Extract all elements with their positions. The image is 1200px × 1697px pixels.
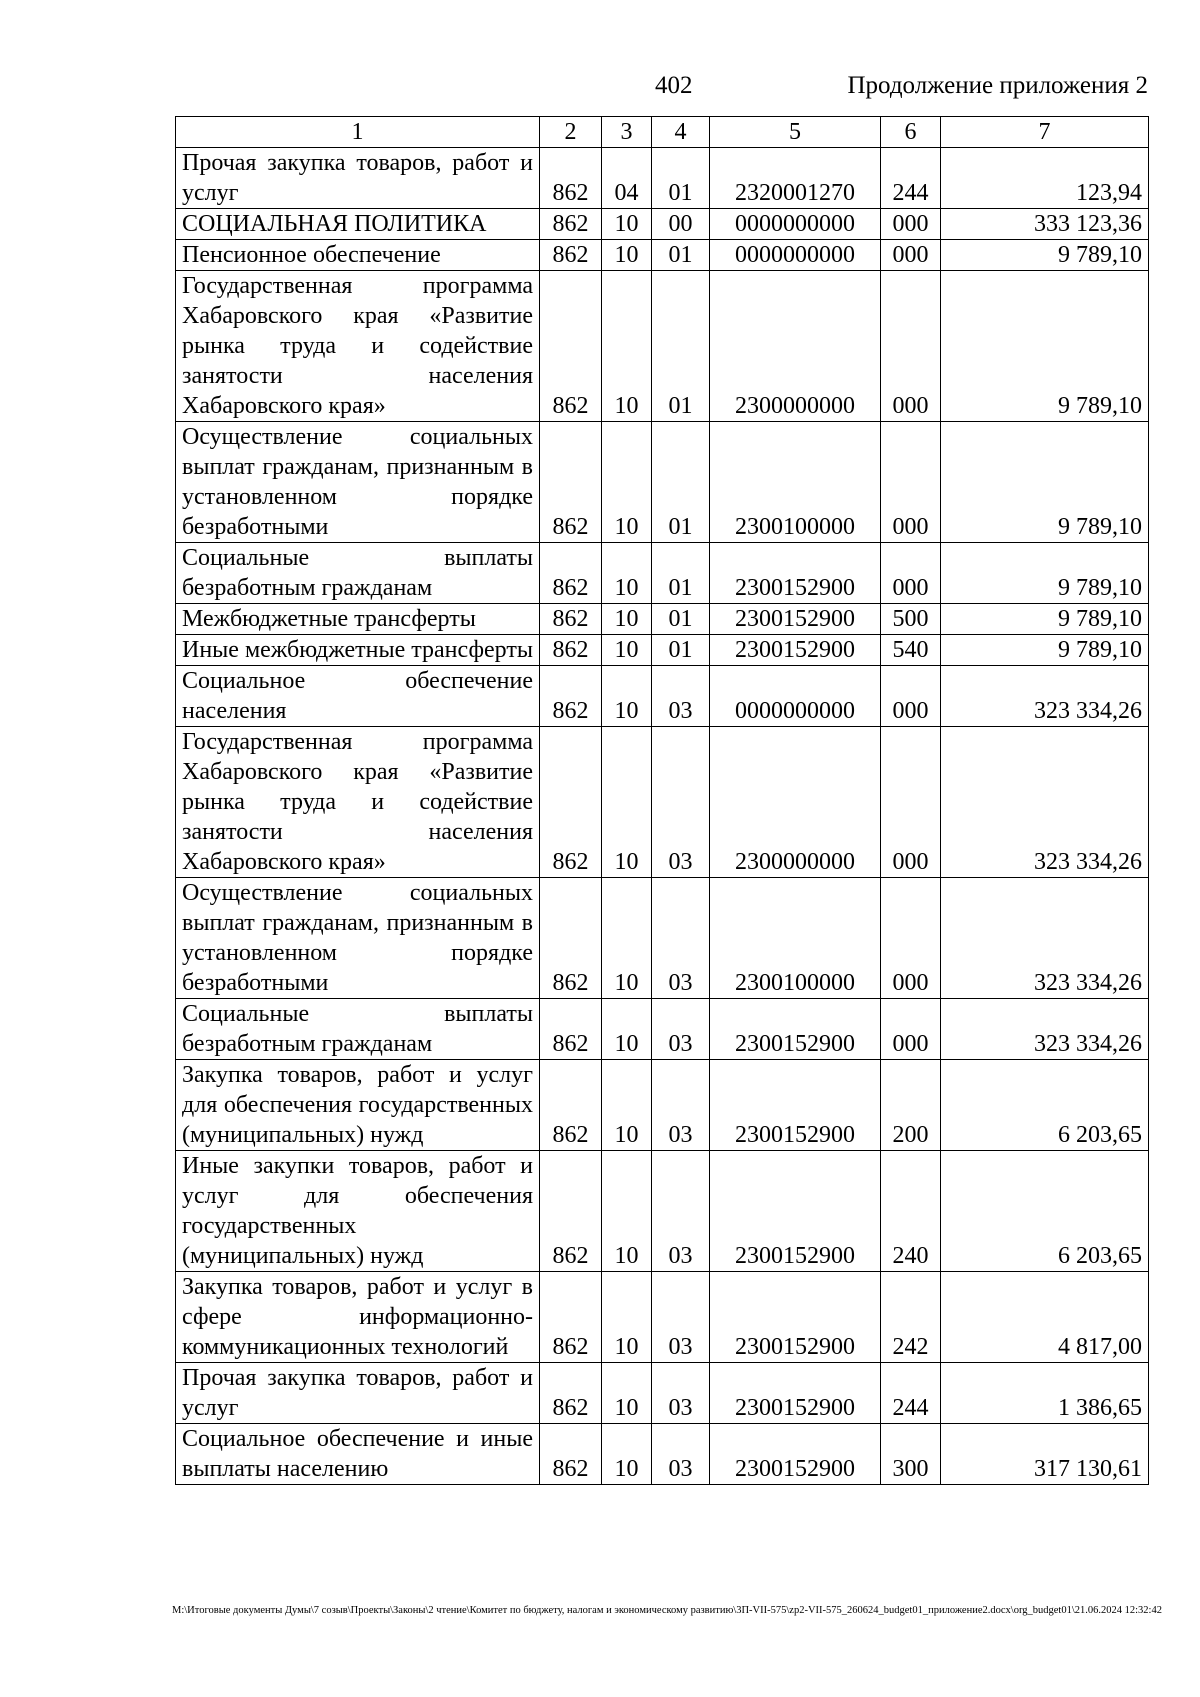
row-subsection-code: 03: [652, 1424, 710, 1485]
row-target-code: 2300152900: [710, 604, 881, 635]
row-expense-type: 000: [881, 240, 941, 271]
row-amount: 9 789,10: [941, 604, 1149, 635]
table-body: [176, 148, 1149, 1485]
row-name: Иные межбюджетные трансферты: [176, 635, 540, 666]
row-section-code: 10: [602, 240, 652, 271]
row-ministry-code: 862: [540, 1272, 602, 1363]
row-expense-type: 244: [881, 148, 941, 209]
budget-table: [175, 116, 1149, 1485]
row-target-code: 2320001270: [710, 148, 881, 209]
row-name: Иные закупки товаров, работ и услуг для обеспечения государственных (муниципальных) нужд: [176, 1151, 540, 1272]
column-header-4: 4: [652, 117, 710, 148]
row-section-code: 10: [602, 1424, 652, 1485]
column-header-2: 2: [540, 117, 602, 148]
row-ministry-code: 862: [540, 1363, 602, 1424]
row-subsection-code: 03: [652, 878, 710, 999]
column-header-5: 5: [710, 117, 881, 148]
row-subsection-code: 03: [652, 1151, 710, 1272]
row-name: СОЦИАЛЬНАЯ ПОЛИТИКА: [176, 209, 540, 240]
row-ministry-code: 862: [540, 635, 602, 666]
document-path-footer: M:\Итоговые документы Думы\7 созыв\Проекты\Законы\2 чтение\Комитет по бюджету, налогам и экономическому развитию\3П-VII-575\zp2-VII-575_260624_budget01_приложение2.docx\org_budget01\21.06.2024 12:32:42: [172, 1605, 1162, 1616]
row-name: Прочая закупка товаров, работ и услуг: [176, 148, 540, 209]
row-section-code: 10: [602, 727, 652, 878]
column-header-7: 7: [941, 117, 1149, 148]
table-row: [176, 727, 1149, 878]
row-target-code: 2300000000: [710, 727, 881, 878]
table-row: [176, 1151, 1149, 1272]
row-section-code: 10: [602, 666, 652, 727]
row-amount: 9 789,10: [941, 635, 1149, 666]
row-ministry-code: 862: [540, 209, 602, 240]
table-header-row: [176, 117, 1149, 148]
row-ministry-code: 862: [540, 1060, 602, 1151]
row-target-code: 2300152900: [710, 1272, 881, 1363]
column-header-3: 3: [602, 117, 652, 148]
row-ministry-code: 862: [540, 148, 602, 209]
row-name: Социальное обеспечение населения: [176, 666, 540, 727]
row-section-code: 04: [602, 148, 652, 209]
row-amount: 323 334,26: [941, 727, 1149, 878]
row-target-code: 2300152900: [710, 1151, 881, 1272]
row-target-code: 2300100000: [710, 422, 881, 543]
row-expense-type: 000: [881, 271, 941, 422]
row-ministry-code: 862: [540, 422, 602, 543]
row-expense-type: 000: [881, 727, 941, 878]
row-name: Государственная программа Хабаровского края «Развитие рынка труда и содействие занятости населения Хабаровского края»: [176, 271, 540, 422]
table-row: [176, 1424, 1149, 1485]
row-name: Государственная программа Хабаровского края «Развитие рынка труда и содействие занятости населения Хабаровского края»: [176, 727, 540, 878]
row-expense-type: 300: [881, 1424, 941, 1485]
row-expense-type: 000: [881, 422, 941, 543]
row-name: Социальное обеспечение и иные выплаты населению: [176, 1424, 540, 1485]
row-target-code: 2300152900: [710, 1363, 881, 1424]
row-subsection-code: 01: [652, 148, 710, 209]
table-row: [176, 209, 1149, 240]
table-row: [176, 543, 1149, 604]
row-name: Осуществление социальных выплат гражданам, признанным в установленном порядке безработными: [176, 422, 540, 543]
row-expense-type: 000: [881, 878, 941, 999]
row-section-code: 10: [602, 543, 652, 604]
row-subsection-code: 01: [652, 271, 710, 422]
column-header-1: 1: [176, 117, 540, 148]
row-expense-type: 000: [881, 543, 941, 604]
row-name: Социальные выплаты безработным гражданам: [176, 999, 540, 1060]
row-expense-type: 540: [881, 635, 941, 666]
row-name: Межбюджетные трансферты: [176, 604, 540, 635]
row-section-code: 10: [602, 1272, 652, 1363]
row-section-code: 10: [602, 271, 652, 422]
row-expense-type: 000: [881, 999, 941, 1060]
row-amount: 9 789,10: [941, 271, 1149, 422]
page-number: 402: [655, 72, 693, 99]
table-row: [176, 1272, 1149, 1363]
row-target-code: 2300152900: [710, 1424, 881, 1485]
table-row: [176, 148, 1149, 209]
row-ministry-code: 862: [540, 604, 602, 635]
row-amount: 4 817,00: [941, 1272, 1149, 1363]
row-section-code: 10: [602, 422, 652, 543]
table-row: [176, 422, 1149, 543]
row-amount: 9 789,10: [941, 422, 1149, 543]
row-subsection-code: 00: [652, 209, 710, 240]
row-target-code: 0000000000: [710, 209, 881, 240]
table-row: [176, 1060, 1149, 1151]
table-row: [176, 999, 1149, 1060]
table-row: [176, 271, 1149, 422]
row-target-code: 0000000000: [710, 666, 881, 727]
row-name: Закупка товаров, работ и услуг для обеспечения государственных (муниципальных) нужд: [176, 1060, 540, 1151]
row-target-code: 2300100000: [710, 878, 881, 999]
row-ministry-code: 862: [540, 878, 602, 999]
row-target-code: 2300152900: [710, 999, 881, 1060]
row-amount: 123,94: [941, 148, 1149, 209]
table-row: [176, 604, 1149, 635]
row-name: Прочая закупка товаров, работ и услуг: [176, 1363, 540, 1424]
row-ministry-code: 862: [540, 727, 602, 878]
row-section-code: 10: [602, 1363, 652, 1424]
row-subsection-code: 03: [652, 999, 710, 1060]
row-name: Социальные выплаты безработным гражданам: [176, 543, 540, 604]
row-expense-type: 242: [881, 1272, 941, 1363]
row-section-code: 10: [602, 604, 652, 635]
row-name: Закупка товаров, работ и услуг в сфере информационно-коммуникационных технологий: [176, 1272, 540, 1363]
row-amount: 1 386,65: [941, 1363, 1149, 1424]
row-ministry-code: 862: [540, 999, 602, 1060]
table-row: [176, 635, 1149, 666]
table-row: [176, 878, 1149, 999]
column-header-6: 6: [881, 117, 941, 148]
table-row: [176, 1363, 1149, 1424]
row-section-code: 10: [602, 999, 652, 1060]
row-subsection-code: 03: [652, 727, 710, 878]
row-amount: 333 123,36: [941, 209, 1149, 240]
table-row: [176, 240, 1149, 271]
row-name: Осуществление социальных выплат гражданам, признанным в установленном порядке безработными: [176, 878, 540, 999]
row-expense-type: 244: [881, 1363, 941, 1424]
row-subsection-code: 01: [652, 604, 710, 635]
continuation-label: Продолжение приложения 2: [847, 72, 1148, 99]
row-subsection-code: 01: [652, 543, 710, 604]
row-amount: 323 334,26: [941, 878, 1149, 999]
row-amount: 9 789,10: [941, 240, 1149, 271]
row-amount: 6 203,65: [941, 1060, 1149, 1151]
row-expense-type: 200: [881, 1060, 941, 1151]
row-amount: 6 203,65: [941, 1151, 1149, 1272]
row-expense-type: 240: [881, 1151, 941, 1272]
row-target-code: 0000000000: [710, 240, 881, 271]
row-amount: 317 130,61: [941, 1424, 1149, 1485]
row-name: Пенсионное обеспечение: [176, 240, 540, 271]
row-subsection-code: 03: [652, 666, 710, 727]
row-expense-type: 000: [881, 209, 941, 240]
row-section-code: 10: [602, 1060, 652, 1151]
row-expense-type: 000: [881, 666, 941, 727]
row-expense-type: 500: [881, 604, 941, 635]
row-amount: 323 334,26: [941, 666, 1149, 727]
row-subsection-code: 01: [652, 635, 710, 666]
row-subsection-code: 03: [652, 1060, 710, 1151]
row-ministry-code: 862: [540, 543, 602, 604]
row-amount: 323 334,26: [941, 999, 1149, 1060]
row-target-code: 2300000000: [710, 271, 881, 422]
row-section-code: 10: [602, 209, 652, 240]
row-target-code: 2300152900: [710, 543, 881, 604]
row-section-code: 10: [602, 635, 652, 666]
row-ministry-code: 862: [540, 666, 602, 727]
row-amount: 9 789,10: [941, 543, 1149, 604]
row-target-code: 2300152900: [710, 635, 881, 666]
row-subsection-code: 01: [652, 422, 710, 543]
row-ministry-code: 862: [540, 1424, 602, 1485]
table-row: [176, 666, 1149, 727]
row-section-code: 10: [602, 1151, 652, 1272]
row-ministry-code: 862: [540, 1151, 602, 1272]
row-section-code: 10: [602, 878, 652, 999]
row-subsection-code: 03: [652, 1272, 710, 1363]
row-subsection-code: 03: [652, 1363, 710, 1424]
row-subsection-code: 01: [652, 240, 710, 271]
row-ministry-code: 862: [540, 271, 602, 422]
row-target-code: 2300152900: [710, 1060, 881, 1151]
row-ministry-code: 862: [540, 240, 602, 271]
